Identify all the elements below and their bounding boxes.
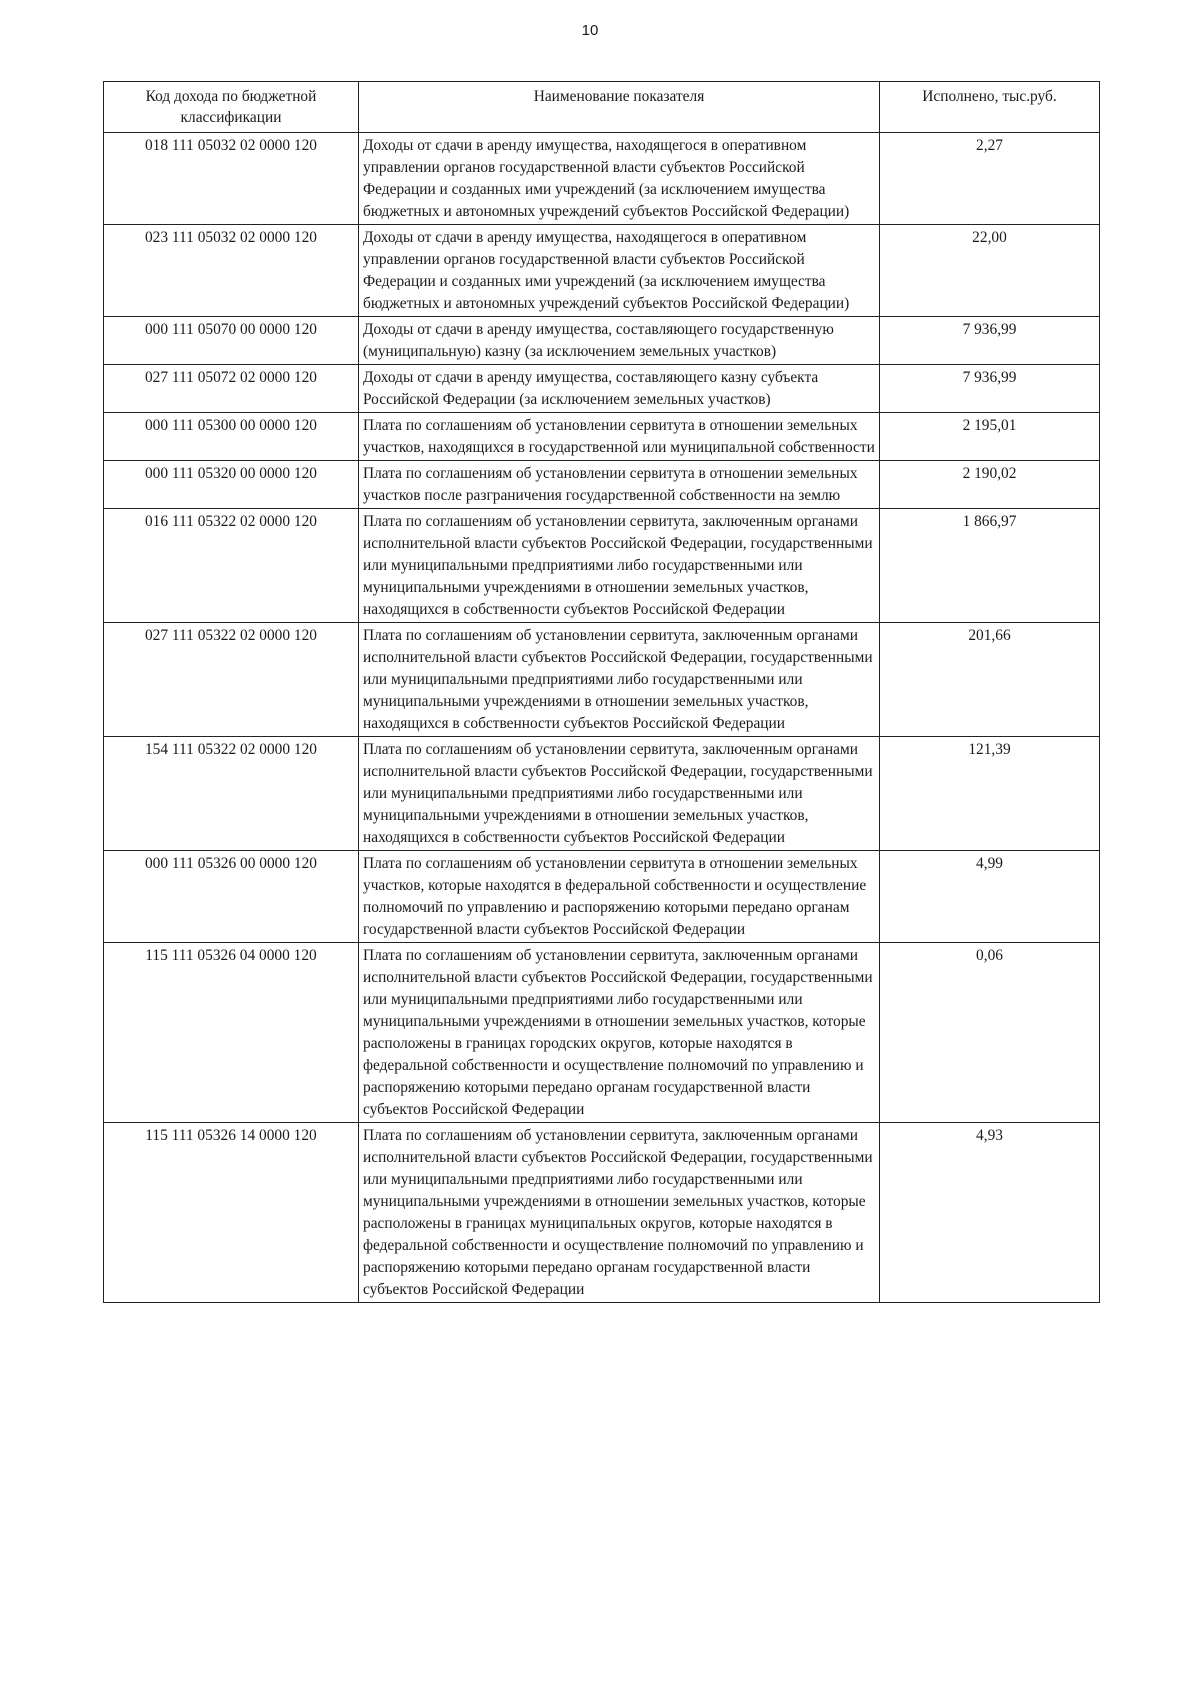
table-row xyxy=(104,317,1100,365)
executed-amount-cell: 4,99 xyxy=(880,851,1100,943)
indicator-name-cell: Плата по соглашениям об установлении сервитута, заключенным органами исполнительной власти субъектов Российской Федерации, государственными или муниципальными предприятиями либо государственными или муниципальными учреждениями в отношении земельных участков, которые расположены в границах городских округов, которые находятся в федеральной собственности и осуществление полномочий по управлению и распоряжению которыми передано органам государственной власти субъектов Российской Федерации xyxy=(359,943,880,1123)
revenue-code-cell: 027 111 05072 02 0000 120 xyxy=(104,365,359,413)
executed-amount-cell: 1 866,97 xyxy=(880,509,1100,623)
table-row xyxy=(104,737,1100,851)
revenue-code-cell: 000 111 05320 00 0000 120 xyxy=(104,461,359,509)
table-row xyxy=(104,943,1100,1123)
executed-amount-cell: 2,27 xyxy=(880,133,1100,225)
executed-amount-cell: 22,00 xyxy=(880,225,1100,317)
column-header-code: Код дохода по бюджетной классификации xyxy=(104,82,359,133)
table-header-row xyxy=(104,82,1100,133)
revenue-code-cell: 154 111 05322 02 0000 120 xyxy=(104,737,359,851)
indicator-name-cell: Доходы от сдачи в аренду имущества, составляющего государственную (муниципальную) казну (за исключением земельных участков) xyxy=(359,317,880,365)
revenue-code-cell: 000 111 05326 00 0000 120 xyxy=(104,851,359,943)
table-row xyxy=(104,413,1100,461)
table-row xyxy=(104,623,1100,737)
table-row xyxy=(104,133,1100,225)
table-row xyxy=(104,851,1100,943)
revenue-code-cell: 000 111 05070 00 0000 120 xyxy=(104,317,359,365)
indicator-name-cell: Плата по соглашениям об установлении сервитута в отношении земельных участков, которые находятся в федеральной собственности и осуществление полномочий по управлению и распоряжению которыми передано органам государственной власти субъектов Российской Федерации xyxy=(359,851,880,943)
indicator-name-cell: Плата по соглашениям об установлении сервитута, заключенным органами исполнительной власти субъектов Российской Федерации, государственными или муниципальными предприятиями либо государственными или муниципальными учреждениями в отношении земельных участков, находящихся в собственности субъектов Российской Федерации xyxy=(359,509,880,623)
revenue-code-cell: 018 111 05032 02 0000 120 xyxy=(104,133,359,225)
executed-amount-cell: 4,93 xyxy=(880,1123,1100,1303)
table-row xyxy=(104,365,1100,413)
column-header-value: Исполнено, тыс.руб. xyxy=(880,82,1100,133)
revenue-code-cell: 027 111 05322 02 0000 120 xyxy=(104,623,359,737)
indicator-name-cell: Плата по соглашениям об установлении сервитута, заключенным органами исполнительной власти субъектов Российской Федерации, государственными или муниципальными предприятиями либо государственными или муниципальными учреждениями в отношении земельных участков, находящихся в собственности субъектов Российской Федерации xyxy=(359,737,880,851)
indicator-name-cell: Плата по соглашениям об установлении сервитута, заключенным органами исполнительной власти субъектов Российской Федерации, государственными или муниципальными предприятиями либо государственными или муниципальными учреждениями в отношении земельных участков, находящихся в собственности субъектов Российской Федерации xyxy=(359,623,880,737)
revenue-code-cell: 016 111 05322 02 0000 120 xyxy=(104,509,359,623)
revenue-code-cell: 115 111 05326 04 0000 120 xyxy=(104,943,359,1123)
column-header-name: Наименование показателя xyxy=(359,82,880,133)
executed-amount-cell: 201,66 xyxy=(880,623,1100,737)
table-row xyxy=(104,225,1100,317)
table-row xyxy=(104,1123,1100,1303)
table-row xyxy=(104,509,1100,623)
indicator-name-cell: Доходы от сдачи в аренду имущества, находящегося в оперативном управлении органов государственной власти субъектов Российской Федерации и созданных ими учреждений (за исключением имущества бюджетных и автономных учреждений субъектов Российской Федерации) xyxy=(359,133,880,225)
executed-amount-cell: 7 936,99 xyxy=(880,365,1100,413)
executed-amount-cell: 121,39 xyxy=(880,737,1100,851)
indicator-name-cell: Доходы от сдачи в аренду имущества, находящегося в оперативном управлении органов государственной власти субъектов Российской Федерации и созданных ими учреждений (за исключением имущества бюджетных и автономных учреждений субъектов Российской Федерации) xyxy=(359,225,880,317)
revenue-code-cell: 000 111 05300 00 0000 120 xyxy=(104,413,359,461)
indicator-name-cell: Плата по соглашениям об установлении сервитута, заключенным органами исполнительной власти субъектов Российской Федерации, государственными или муниципальными предприятиями либо государственными или муниципальными учреждениями в отношении земельных участков, которые расположены в границах муниципальных округов, которые находятся в федеральной собственности и осуществление полномочий по управлению и распоряжению которыми передано органам государственной власти субъектов Российской Федерации xyxy=(359,1123,880,1303)
executed-amount-cell: 0,06 xyxy=(880,943,1100,1123)
page-number: 10 xyxy=(581,22,599,39)
revenue-table xyxy=(103,81,1100,1303)
indicator-name-cell: Доходы от сдачи в аренду имущества, составляющего казну субъекта Российской Федерации (за исключением земельных участков) xyxy=(359,365,880,413)
indicator-name-cell: Плата по соглашениям об установлении сервитута в отношении земельных участков, находящихся в государственной или муниципальной собственности xyxy=(359,413,880,461)
executed-amount-cell: 2 190,02 xyxy=(880,461,1100,509)
table-row xyxy=(104,461,1100,509)
table-body xyxy=(104,133,1100,1303)
indicator-name-cell: Плата по соглашениям об установлении сервитута в отношении земельных участков после разграничения государственной собственности на землю xyxy=(359,461,880,509)
executed-amount-cell: 2 195,01 xyxy=(880,413,1100,461)
executed-amount-cell: 7 936,99 xyxy=(880,317,1100,365)
revenue-code-cell: 115 111 05326 14 0000 120 xyxy=(104,1123,359,1303)
revenue-code-cell: 023 111 05032 02 0000 120 xyxy=(104,225,359,317)
